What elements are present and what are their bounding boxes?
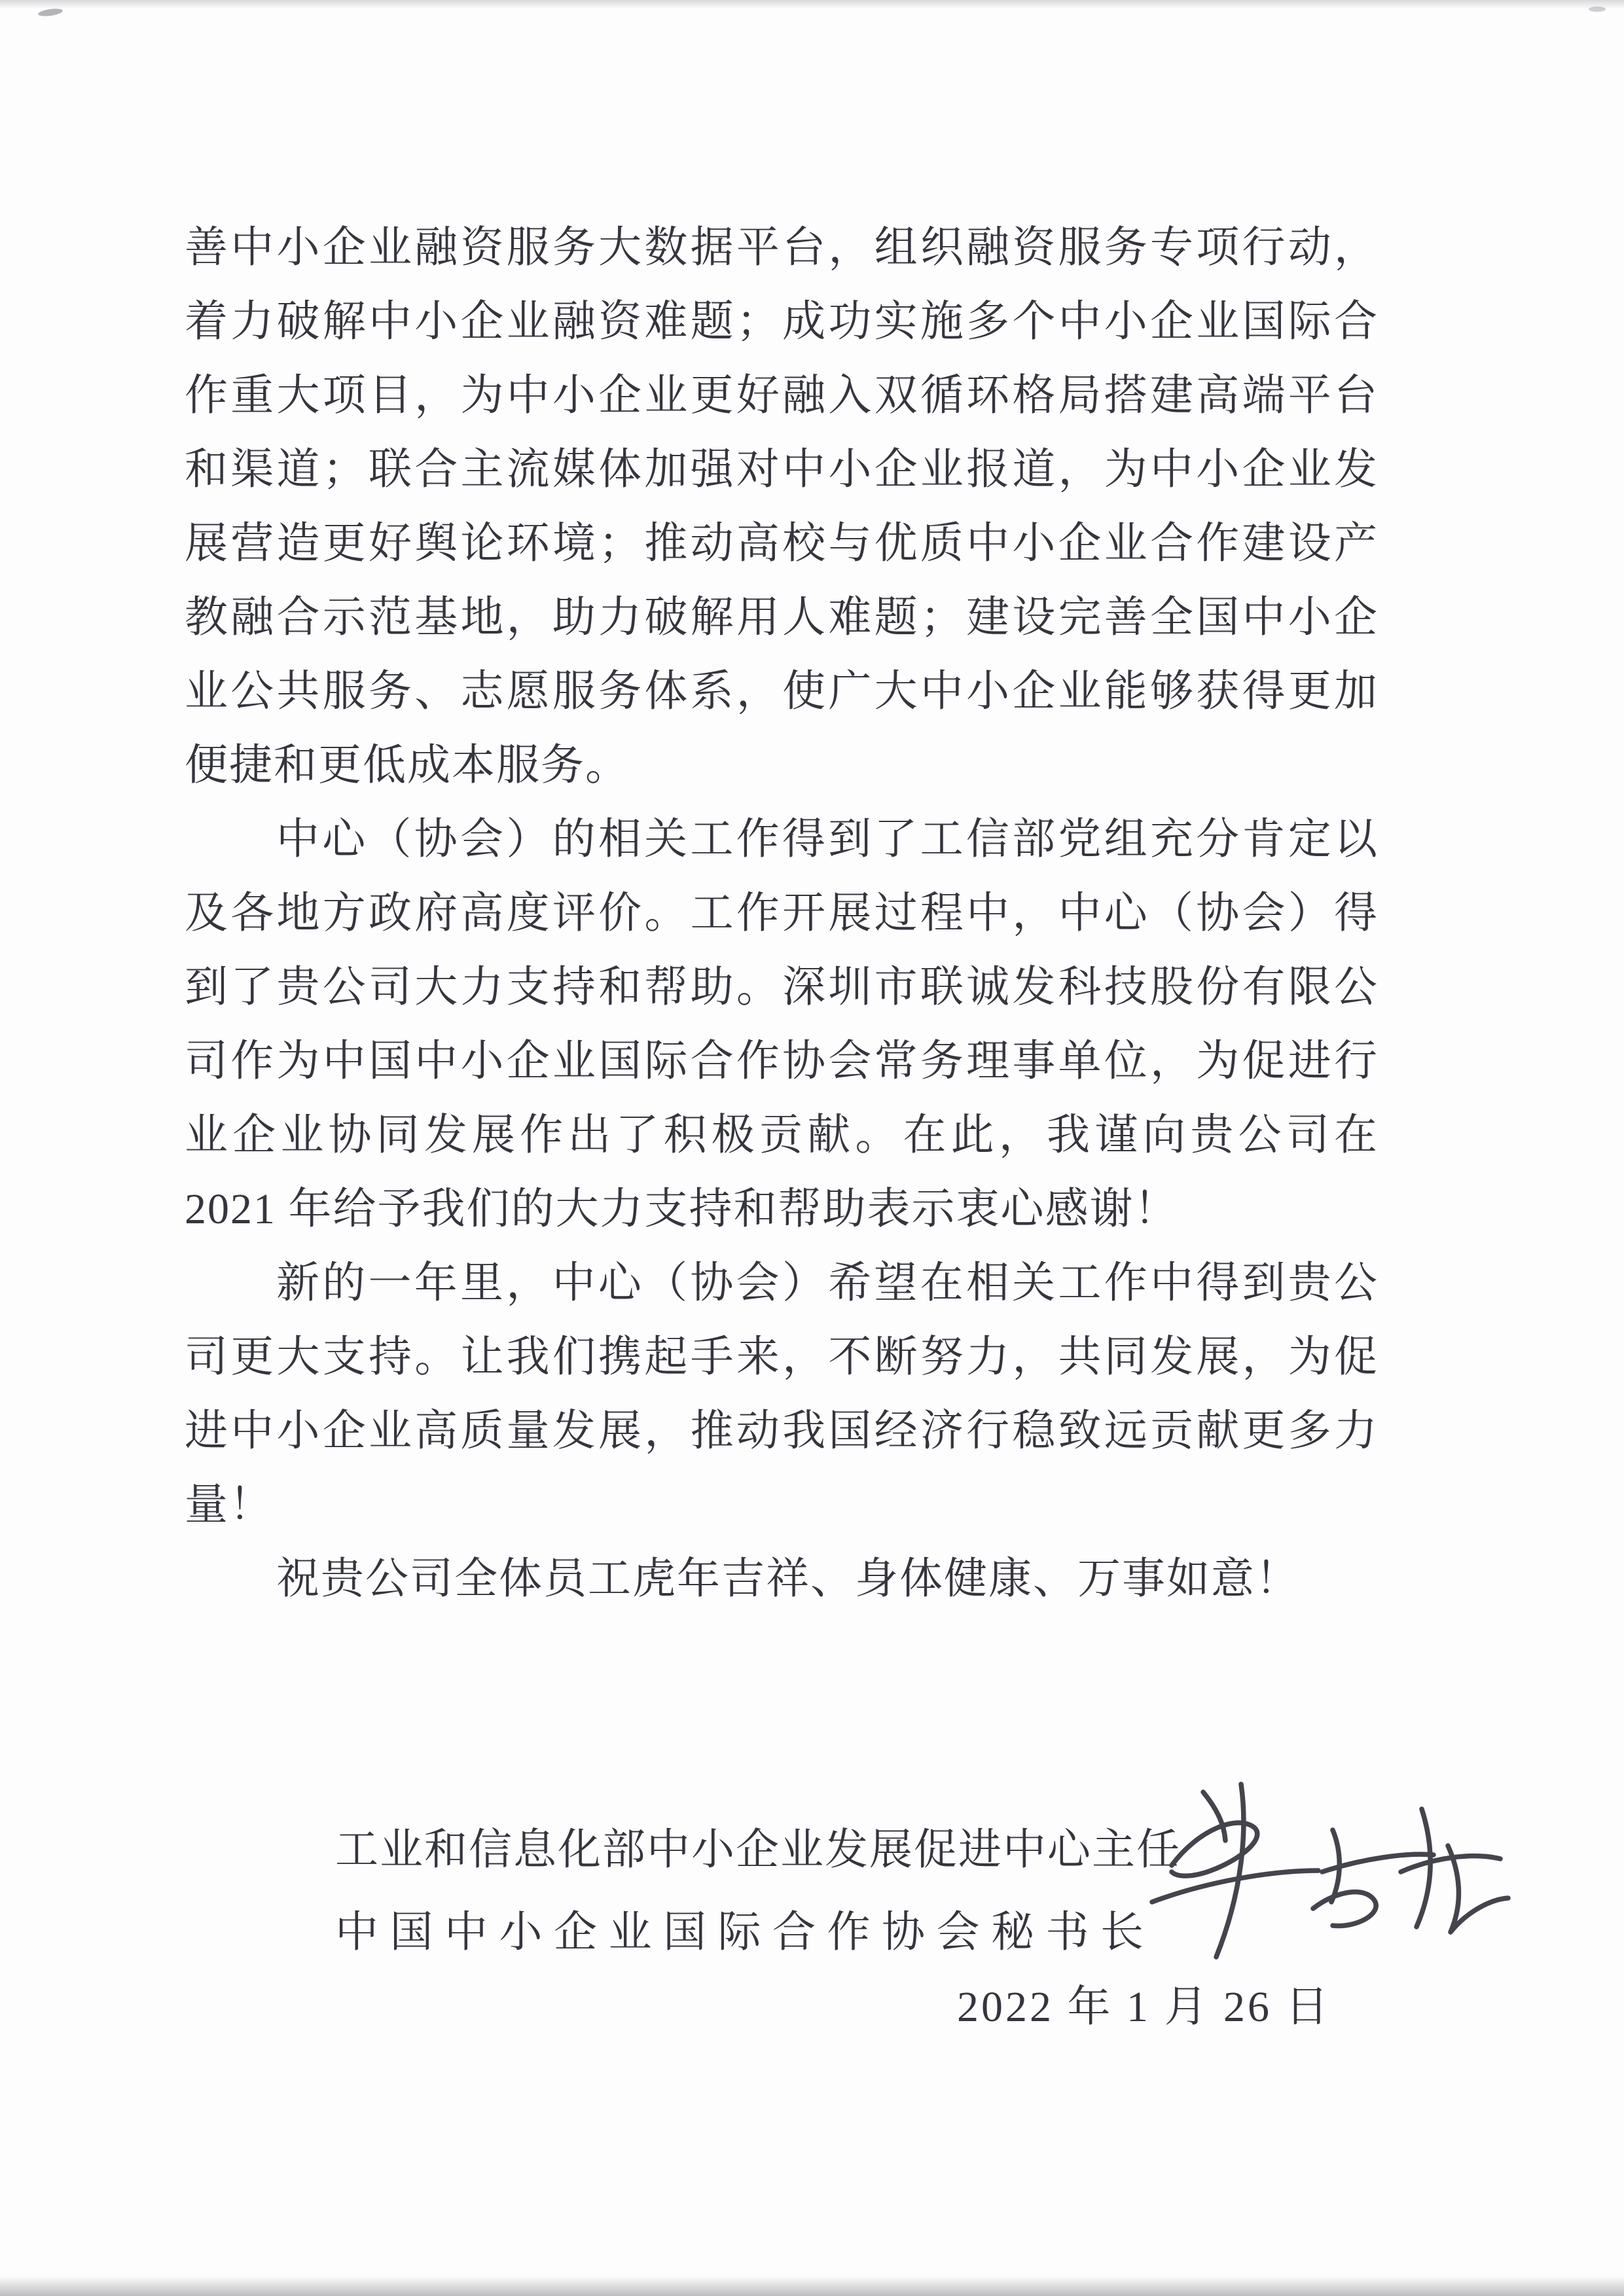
signoff-title-line1 — [335, 1814, 1180, 1876]
body-line: 进中小企业高质量发展，推动我国经济行稳致远贡献更多力 — [185, 1407, 1379, 1455]
body-line: 司作为中国中小企业国际合作协会常务理事单位，为促进行 — [185, 1037, 1379, 1085]
signoff-title-line1-text: 工业和信息化部中小企业发展促进中心主任 — [335, 1826, 1180, 1874]
body-line: 和渠道；联合主流媒体加强对中小企业报道，为中小企业发 — [185, 446, 1379, 493]
body-line: 及各地方政府高度评价。工作开展过程中，中心（协会）得 — [185, 889, 1379, 937]
body-line: 教融合示范基地，助力破解用人难题；建设完善全国中小企 — [185, 594, 1379, 641]
body-line: 到了贵公司大力支持和帮助。深圳市联诚发科技股份有限公 — [185, 963, 1379, 1011]
body-line: 便捷和更低成本服务。 — [185, 742, 630, 789]
body-line: 2021 年给予我们的大力支持和帮助表示衷心感谢！ — [185, 1185, 1179, 1233]
body-line: 新的一年里，中心（协会）希望在相关工作中得到贵公 — [276, 1259, 1379, 1307]
letter-body — [185, 211, 1379, 1616]
body-line: 司更大支持。让我们携起手来，不断努力，共同发展，为促 — [185, 1333, 1379, 1381]
body-line: 善中小企业融资服务大数据平台，组织融资服务专项行动， — [185, 224, 1379, 272]
signature-svg — [1126, 1767, 1519, 1983]
signature-handwriting — [1126, 1767, 1519, 1983]
signoff-date: 2022 年 1 月 26 日 — [957, 1983, 1331, 2031]
scan-artifact-bottom-edge — [0, 2276, 1624, 2296]
signoff-title-line2-text: 中国中小企业国际合作协会秘书长 — [335, 1909, 1144, 1956]
body-line: 量！ — [185, 1481, 274, 1529]
body-line: 着力破解中小企业融资难题；成功实施多个中小企业国际合 — [185, 298, 1379, 346]
body-line: 祝贵公司全体员工虎年吉祥、身体健康、万事如意！ — [276, 1555, 1300, 1603]
scan-artifact-speck-top-right — [1589, 7, 1606, 12]
body-line: 展营造更好舆论环境；推动高校与优质中小企业合作建设产 — [185, 520, 1379, 567]
body-line: 中心（协会）的相关工作得到了工信部党组充分肯定以 — [276, 816, 1379, 863]
scan-artifact-top-edge — [0, 0, 1624, 9]
signoff-title-line2 — [335, 1897, 1144, 1959]
body-line: 作重大项目，为中小企业更好融入双循环格局搭建高端平台 — [185, 372, 1379, 420]
body-line: 业公共服务、志愿服务体系，使广大中小企业能够获得更加 — [185, 668, 1379, 715]
body-line: 业企业协同发展作出了积极贡献。在此，我谨向贵公司在 — [185, 1111, 1379, 1159]
